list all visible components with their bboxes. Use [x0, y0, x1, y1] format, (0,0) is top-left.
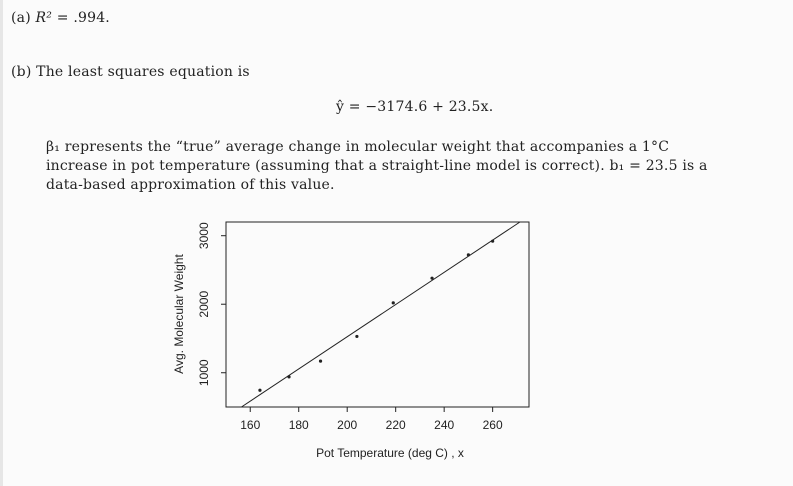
part-b-label: (b) [11, 64, 32, 80]
data-point [430, 277, 433, 280]
data-point [319, 359, 322, 362]
data-point [287, 375, 290, 378]
y-axis-label: Avg. Molecular Weight [172, 254, 186, 374]
paragraph-line-1: β₁ represents the “true” average change in molecular weight that accompanies a 1°C [46, 139, 670, 155]
x-tick-label: 200 [337, 418, 358, 432]
x-tick-label: 220 [385, 418, 406, 432]
x-axis-label: Pot Temperature (deg C) , x [316, 446, 464, 460]
x-tick-label: 160 [240, 418, 261, 432]
paragraph-line-3: data-based approximation of this value. [46, 177, 335, 193]
regression-equation: ŷ = −3174.6 + 23.5x. [336, 99, 494, 115]
r-squared-lhs: R² = [35, 10, 69, 26]
data-point [467, 253, 470, 256]
r-squared-value: .994. [73, 10, 110, 26]
data-point [491, 240, 494, 243]
y-tick-label: 2000 [197, 290, 211, 318]
x-tick-label: 180 [288, 418, 309, 432]
data-point [355, 335, 358, 338]
x-tick-label: 260 [482, 418, 503, 432]
y-tick-label: 3000 [197, 222, 211, 250]
data-point [392, 301, 395, 304]
y-tick-label: 1000 [197, 359, 211, 387]
regression-fit-line [241, 222, 520, 407]
part-a-label: (a) [11, 10, 31, 26]
plot-frame [226, 222, 529, 407]
data-point [258, 389, 261, 392]
part-b-intro: The least squares equation is [36, 64, 250, 80]
x-tick-label: 240 [434, 418, 455, 432]
paragraph-line-2: increase in pot temperature (assuming that a straight-line model is correct). b₁ = 23.5 is a [46, 158, 708, 174]
